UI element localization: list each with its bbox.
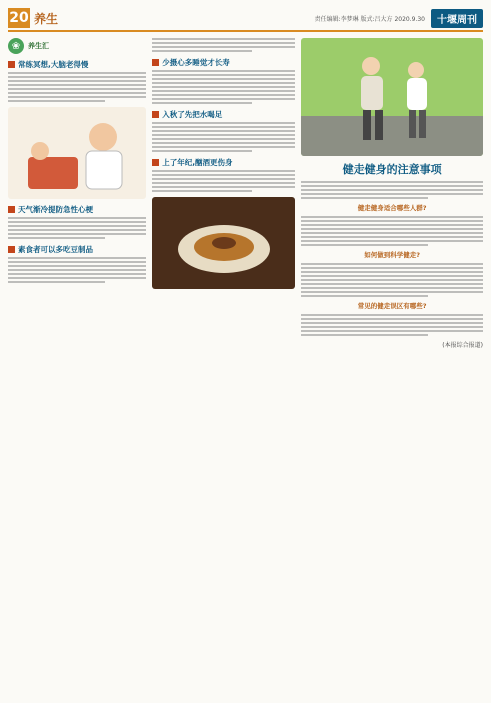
bullet-icon: [8, 246, 15, 253]
body-text: [152, 170, 295, 192]
editor-meta: 责任编辑:李梦琳 版式:吕大方 2020.9.30: [314, 15, 425, 23]
body-text: [8, 257, 146, 283]
article-left-3: 素食者可以多吃豆制品: [8, 244, 146, 283]
source-note: (本报综合报道): [442, 342, 483, 349]
elderly-couple-photo: [301, 38, 483, 156]
body-text: [152, 38, 295, 52]
body-text: [301, 181, 483, 199]
body-text: [152, 122, 295, 152]
article-middle-2: 入秋了先把水喝足: [152, 109, 295, 152]
publication-brand: 十堰周刊: [431, 9, 483, 28]
body-text: [8, 72, 146, 102]
article-subheading: 常见的健走误区有哪些?: [357, 302, 427, 310]
article-subheading: 健走健身适合哪些人群?: [357, 204, 427, 212]
right-column: [301, 38, 483, 698]
article-left-1: 常练冥想,大脑老得慢: [8, 59, 146, 102]
page-header: [8, 6, 483, 32]
bullet-icon: [152, 111, 159, 118]
middle-column: [152, 38, 295, 698]
article-title: 健走健身的注意事项: [342, 163, 442, 176]
article-subheading: 如何做到科学健走?: [364, 251, 421, 259]
left-column: [8, 38, 146, 698]
feature-article: [301, 161, 483, 349]
section-badge: ❀ 养生汇: [8, 38, 146, 54]
article-middle-3: 上了年纪,酗酒更伤身: [152, 157, 295, 192]
body-text: [152, 70, 295, 104]
body-text: [301, 216, 483, 246]
article-middle-1: 少摄心多睡觉才长寿: [152, 57, 295, 104]
leaf-icon: ❀: [8, 38, 24, 54]
body-text: [301, 263, 483, 297]
page-number: 20: [9, 10, 29, 26]
food-photo: [152, 197, 295, 289]
bullet-icon: [152, 159, 159, 166]
bullet-icon: [8, 61, 15, 68]
section-title: 养生: [34, 11, 59, 26]
article-left-2: 天气渐冷提防急性心梗: [8, 204, 146, 239]
doctor-illustration: [8, 107, 146, 199]
bullet-icon: [8, 206, 15, 213]
body-text: [8, 217, 146, 239]
body-text: [301, 314, 483, 336]
bullet-icon: [152, 59, 159, 66]
